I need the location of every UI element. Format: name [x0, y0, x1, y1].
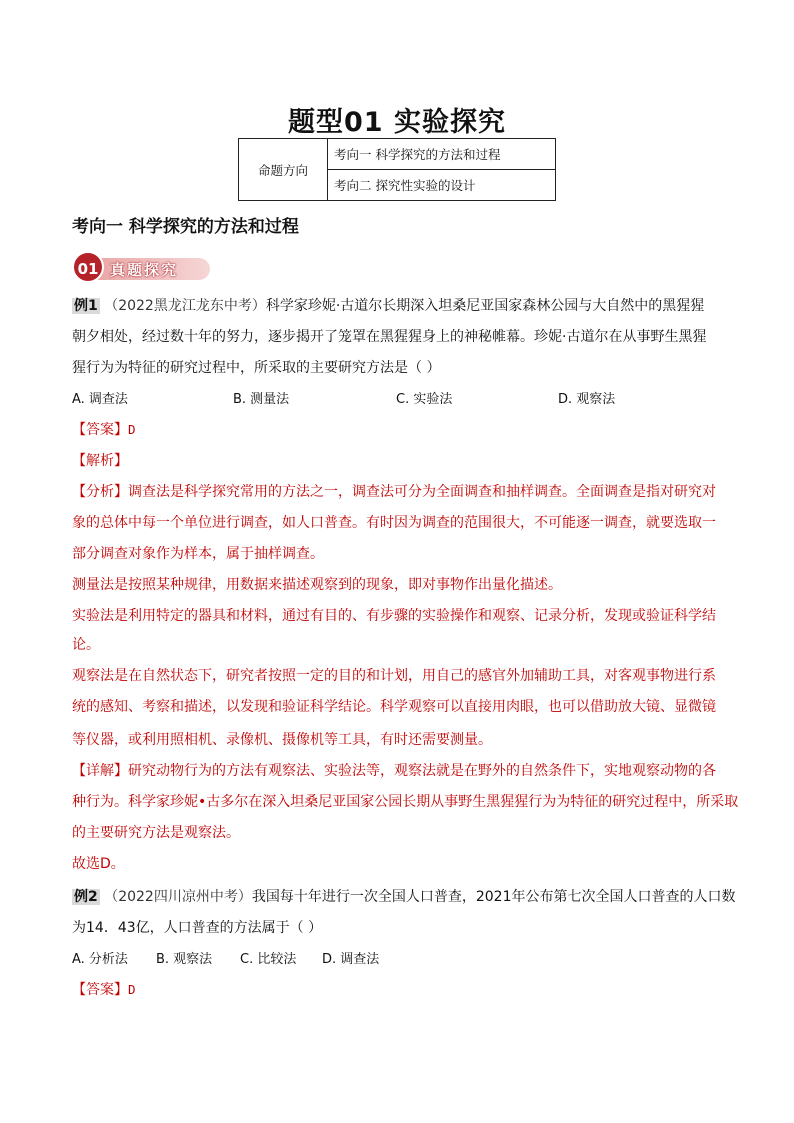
xiangjie-line-3: 的主要研究方法是观察法。: [72, 825, 240, 841]
example2-option-c: C. 比较法: [240, 952, 297, 967]
banner-text: 真题探究: [110, 261, 179, 279]
example2-tag: 例2: [74, 889, 98, 905]
direction-item-1: 考向一 科学探究的方法和过程: [328, 139, 556, 170]
example1-conclusion: 故选D。: [72, 856, 125, 872]
example1-option-b: B. 测量法: [233, 392, 290, 407]
example1-line-2: 朝夕相处，经过数十年的努力，逐步揭开了笼罩在黑猩猩身上的神秘帷幕。珍妮·古道尔在从事野生黑猩: [72, 329, 707, 345]
xiangjie-label: 【详解】: [72, 763, 128, 779]
example1-tag: 例1: [74, 298, 98, 314]
example2-answer-label: 【答案】: [72, 982, 128, 998]
direction-table: [238, 138, 556, 201]
example2-answer: D: [128, 982, 136, 997]
example1-analysis-label: 【解析】: [72, 453, 128, 469]
direction-item-2: 考向二 探究性实验的设计: [328, 170, 556, 201]
example2-line-1: [72, 886, 735, 906]
fenxi-text-1: 调查法是科学探究常用的方法之一，调查法可分为全面调查和抽样调查。全面调查是指对研究对: [128, 484, 716, 500]
example1-option-a: A. 调查法: [72, 392, 128, 407]
example2-source: （2022四川凉州中考）: [104, 889, 252, 905]
section-banner: [72, 250, 212, 284]
page-title: 题型01 实验探究: [288, 107, 506, 138]
fenxi-line-9: 等仪器，或利用照相机、录像机、摄像机等工具，有时还需要测量。: [72, 732, 492, 748]
fenxi-line-1: [72, 481, 716, 501]
example2-line-2: 为14．43亿，人口普查的方法属于（ ）: [72, 920, 323, 936]
example1-line-1: [72, 295, 704, 315]
section-heading: 考向一 科学探究的方法和过程: [72, 217, 299, 237]
example2-option-a: A. 分析法: [72, 952, 128, 967]
fenxi-line-6: 论。: [72, 637, 100, 653]
example1-answer-label: 【答案】: [72, 422, 128, 438]
fenxi-line-3: 部分调查对象作为样本，属于抽样调查。: [72, 546, 324, 562]
fenxi-line-8: 统的感知、考察和描述，以发现和验证科学结论。科学观察可以直接用肉眼，也可以借助放大镜、显微镜: [72, 699, 716, 715]
fenxi-line-2: 象的总体中每一个单位进行调查，如人口普查。有时因为调查的范围很大，不可能逐一调查，就要选取一: [72, 515, 716, 531]
banner-number: 01: [72, 251, 104, 283]
example1-answer-line: [72, 419, 136, 439]
fenxi-line-5: 实验法是利用特定的器具和材料，通过有目的、有步骤的实验操作和观察、记录分析，发现或验证科学结: [72, 608, 716, 624]
example1-answer: D: [128, 422, 136, 437]
example1-option-c: C. 实验法: [396, 392, 453, 407]
xiangjie-line-1: [72, 760, 716, 780]
example2-answer-line: [72, 979, 136, 999]
direction-table-head: 命题方向: [239, 139, 328, 201]
example1-source: （2022黑龙江龙东中考）: [104, 298, 266, 314]
example2-option-d: D. 调查法: [322, 952, 380, 967]
example1-option-d: D. 观察法: [558, 392, 616, 407]
example1-text-1: 科学家珍妮·古道尔长期深入坦桑尼亚国家森林公园与大自然中的黑猩猩: [265, 298, 705, 314]
xiangjie-text-1: 研究动物行为的方法有观察法、实验法等，观察法就是在野外的自然条件下，实地观察动物的各: [128, 763, 716, 779]
fenxi-label: 【分析】: [72, 484, 128, 500]
fenxi-line-7: 观察法是在自然状态下，研究者按照一定的目的和计划，用自己的感官外加辅助工具，对客观事物进行系: [72, 668, 716, 684]
example1-line-3: 猩行为为特征的研究过程中，所采取的主要研究方法是（ ）: [72, 360, 441, 376]
fenxi-line-4: 测量法是按照某种规律，用数据来描述观察到的现象，即对事物作出量化描述。: [72, 577, 562, 593]
example2-option-b: B. 观察法: [156, 952, 213, 967]
example2-text-1: 我国每十年进行一次全国人口普查，2021年公布第七次全国人口普查的人口数: [251, 889, 736, 905]
xiangjie-line-2: 种行为。科学家珍妮•古多尔在深入坦桑尼亚国家公园长期从事野生黑猩猩行为为特征的研究过程中，所采取: [72, 794, 739, 810]
